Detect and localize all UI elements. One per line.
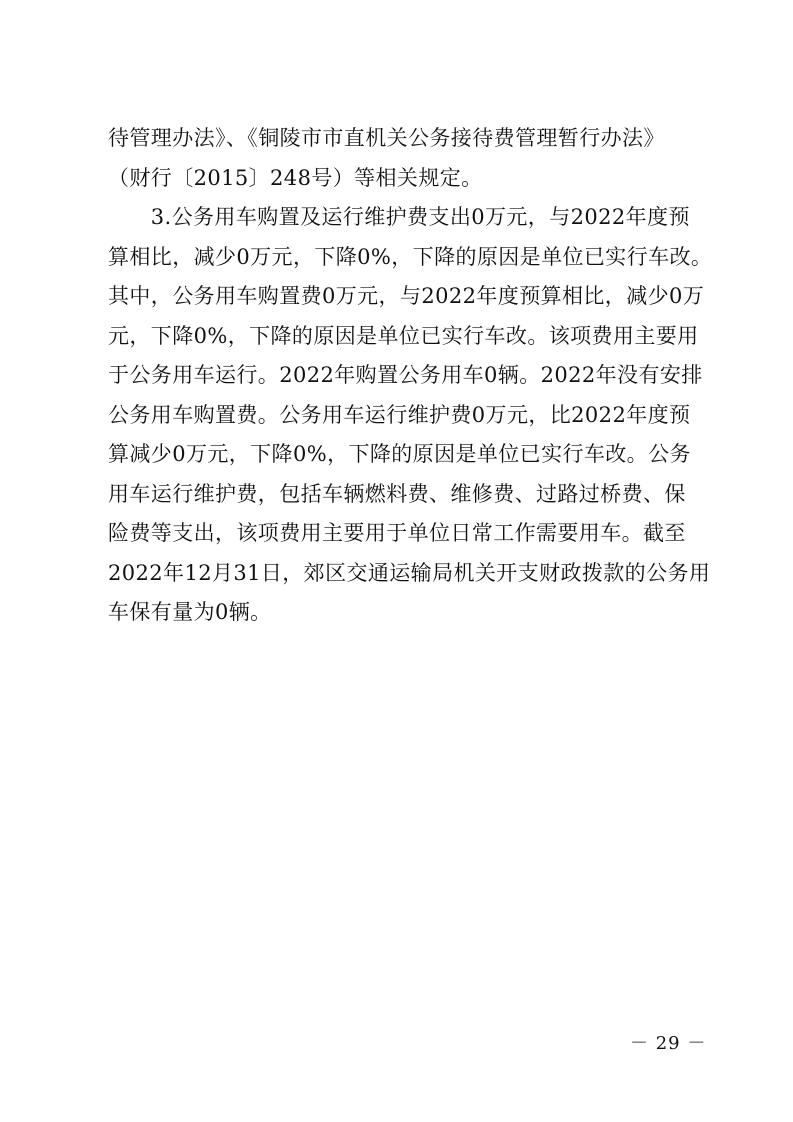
text-line: 其中，公务用车购置费0万元，与2022年度预算相比，减少0万 [108,284,705,308]
text-line: 待管理办法》、《铜陵市市直机关公务接待费管理暂行办法》 [108,126,665,150]
page-number: － 29 － [630,1033,707,1054]
text-line: 算减少0万元，下降0%，下降的原因是单位已实行车改。公务 [108,442,691,466]
text-line: 3.公务用车购置及运行维护费支出0万元，与2022年度预 [108,205,690,229]
text-line: 元，下降0%，下降的原因是单位已实行车改。该项费用主要用 [108,323,699,348]
text-line: 算相比，减少0万元，下降0%，下降的原因是单位已实行车改。 [108,244,713,269]
body-text [108,119,713,633]
text-line: 车保有量为0辆。 [108,600,272,624]
text-line: 于公务用车运行。2022年购置公务用车0辆。2022年没有安排 [108,363,703,387]
text-line: 2022年12月31日，郊区交通运输局机关开支财政拨款的公务用 [108,560,711,585]
text-line: 用车运行维护费，包括车辆燃料费、维修费、过路过桥费、保 [108,481,686,506]
text-line: 险费等支出，该项费用主要用于单位日常工作需要用车。截至 [108,521,686,545]
text-line: （财行〔2015〕248号）等相关规定。 [108,165,483,190]
text-line: 公务用车购置费。公务用车运行维护费0万元，比2022年度预 [108,402,691,427]
